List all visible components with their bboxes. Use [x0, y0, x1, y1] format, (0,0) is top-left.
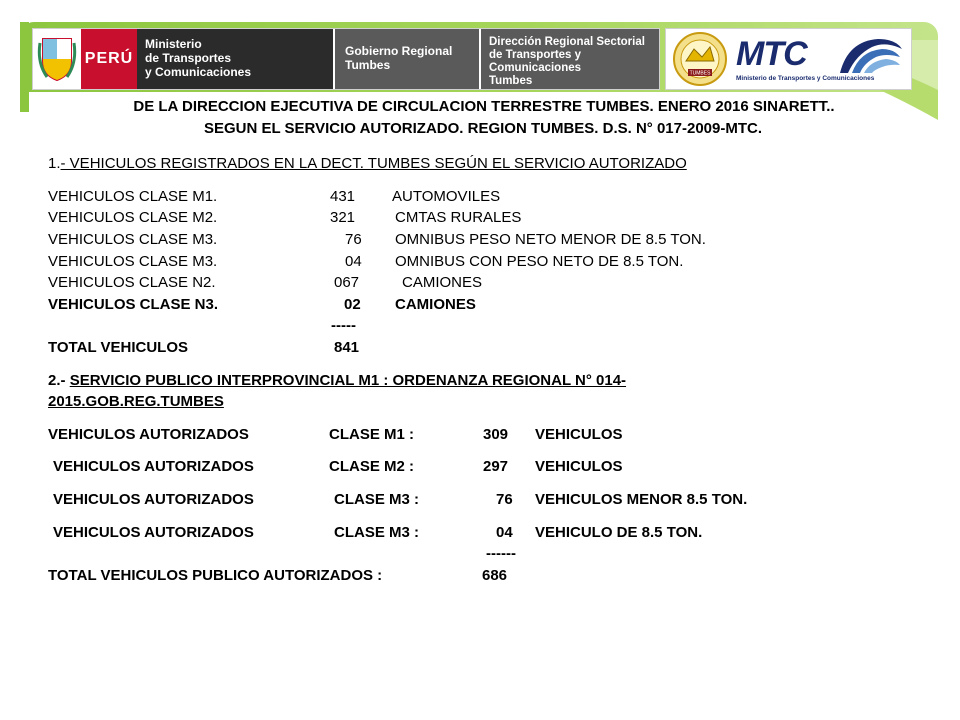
vehicle-description: OMNIBUS CON PESO NETO DE 8.5 TON.: [395, 252, 684, 270]
vehicle-class: VEHICULOS CLASE M1.: [48, 187, 218, 205]
section-2-number: 2.-: [48, 371, 66, 389]
authorized-class: CLASE M2 :: [329, 458, 415, 476]
vehicle-description: OMNIBUS PESO NETO MENOR DE 8.5 TON.: [395, 230, 706, 248]
registered-row: [48, 229, 928, 251]
title-line-1: DE LA DIRECCION EJECUTIVA DE CIRCULACION TERRESTRE TUMBES. ENERO 2016 SINARETT..: [133, 98, 835, 115]
vehicle-description: AUTOMOVILES: [392, 187, 501, 205]
document-body: [48, 96, 928, 586]
authorized-row: [48, 489, 928, 511]
vehicle-class: VEHICULOS CLASE M3.: [48, 252, 218, 270]
peru-coat-of-arms: [33, 29, 81, 87]
mtc-logo-block: [665, 28, 912, 90]
registered-row: [48, 251, 928, 273]
authorized-class: CLASE M3 :: [334, 490, 420, 508]
vehicle-description: CAMIONES: [402, 274, 483, 292]
registered-row: [48, 272, 928, 294]
vehicle-class: VEHICULOS CLASE N2.: [48, 274, 216, 292]
vehicle-count: 76: [345, 230, 362, 248]
title-line-2: SEGUN EL SERVICIO AUTORIZADO. REGION TUMBES. D.S. N° 017-2009-MTC.: [203, 119, 763, 137]
seal-text: TUMBES: [689, 70, 711, 77]
regional-direction-name: [479, 29, 659, 89]
vehicle-description: CMTAS RURALES: [395, 209, 522, 227]
mtc-logo-text: MTC: [736, 35, 807, 73]
mtc-subtitle: Ministerio de Transportes y Comunicaciones: [736, 75, 875, 82]
vehicle-count: 431: [330, 187, 356, 205]
authorized-label: VEHICULOS AUTORIZADOS: [53, 458, 254, 476]
authorized-count: 309: [483, 425, 509, 443]
authorized-description: VEHICULOS: [535, 425, 623, 443]
total-label: TOTAL VEHICULOS: [48, 338, 189, 356]
authorized-description: VEHICULOS MENOR 8.5 TON.: [535, 490, 748, 508]
authorized-row: [48, 424, 928, 446]
tumbes-seal-icon: [672, 31, 728, 87]
authorized-row: [48, 456, 928, 478]
section-2-title-line-1: SERVICIO PUBLICO INTERPROVINCIAL M1 : ORDENANZA REGIONAL N° 014-: [69, 371, 627, 389]
separator: ------: [486, 545, 516, 563]
frame-left-border: [20, 22, 29, 112]
vehicle-class: VEHICULOS CLASE M2.: [48, 209, 218, 227]
vehicle-class: VEHICULOS CLASE N3.: [48, 295, 219, 313]
vehicle-class: VEHICULOS CLASE M3.: [48, 230, 218, 248]
ministry-line-1: Ministerio: [145, 37, 202, 51]
regional-dir-line-2: de Transportes y Comunicaciones: [489, 49, 582, 74]
separator: -----: [331, 317, 356, 335]
section-1-title: - VEHICULOS REGISTRADOS EN LA DECT. TUMBES SEGÚN EL SERVICIO AUTORIZADO: [60, 155, 687, 173]
registered-row: [48, 294, 928, 316]
section-1-number: 1.: [48, 155, 61, 173]
section-1-heading: [48, 153, 928, 175]
section-1-separator-row: [48, 315, 928, 337]
authorized-count: 76: [496, 490, 513, 508]
regional-gov-line-2: Tumbes: [345, 58, 391, 72]
authorized-class: CLASE M3 :: [334, 523, 420, 541]
regional-government-name: [333, 29, 479, 89]
authorized-description: VEHICULO DE 8.5 TON.: [535, 523, 703, 541]
regional-dir-line-3: Tumbes: [489, 75, 533, 87]
section-2-heading: [48, 370, 928, 392]
ministry-name: [137, 29, 333, 89]
section-2-separator-row: [48, 543, 928, 565]
authorized-row: [48, 522, 928, 544]
regional-gov-line-1: Gobierno Regional: [345, 44, 453, 58]
section-2-total-row: [48, 565, 928, 587]
mtc-wave-icon: [838, 35, 904, 75]
vehicle-description: CAMIONES: [395, 295, 476, 313]
total-value: 841: [334, 338, 360, 356]
vehicle-count: 067: [334, 274, 360, 292]
total-value: 686: [482, 566, 508, 584]
authorized-label: VEHICULOS AUTORIZADOS: [53, 523, 254, 541]
vehicle-count: 04: [345, 252, 362, 270]
vehicle-count: 02: [344, 295, 361, 313]
regional-dir-line-1: Dirección Regional Sectorial: [489, 36, 645, 48]
authorized-count: 297: [483, 458, 509, 476]
vehicle-count: 321: [330, 209, 356, 227]
total-label: TOTAL VEHICULOS PUBLICO AUTORIZADOS :: [48, 566, 383, 584]
registered-row: [48, 186, 928, 208]
registered-row: [48, 207, 928, 229]
ministry-line-3: y Comunicaciones: [145, 65, 252, 79]
authorized-count: 04: [496, 523, 513, 541]
ministry-line-2: de Transportes: [145, 51, 232, 65]
authorized-label: VEHICULOS AUTORIZADOS: [53, 490, 254, 508]
peru-label: PERÚ: [81, 29, 137, 89]
authorized-description: VEHICULOS: [535, 458, 623, 476]
section-2-title-line-2: 2015.GOB.REG.TUMBES: [48, 393, 224, 411]
institution-header: [32, 28, 660, 90]
authorized-class: CLASE M1 :: [329, 425, 415, 443]
section-1-total-row: [48, 337, 928, 359]
authorized-label: VEHICULOS AUTORIZADOS: [48, 425, 249, 443]
